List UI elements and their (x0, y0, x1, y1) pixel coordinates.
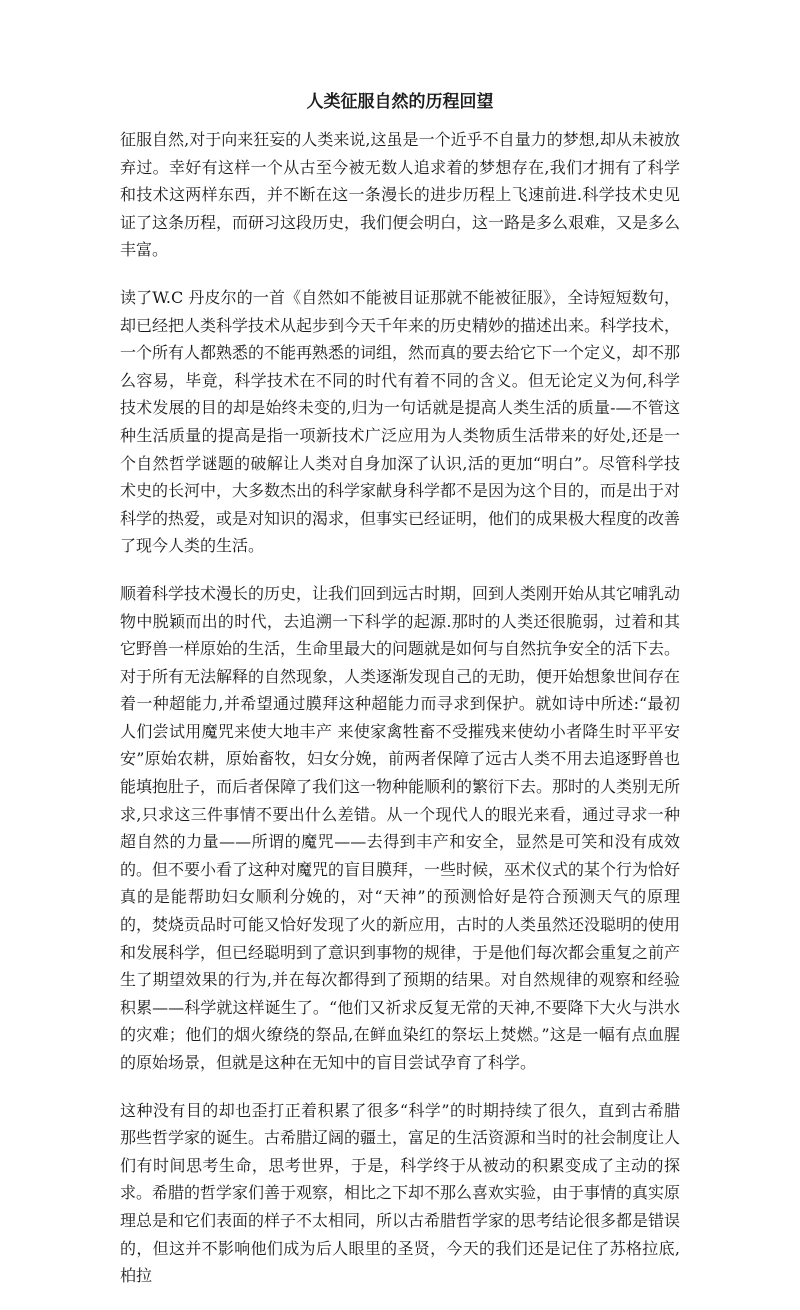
document-title: 人类征服自然的历程回望 (306, 92, 494, 112)
paragraph-3: 顺着科学技术漫长的历史，让我们回到远古时期，回到人类刚开始从其它哺乳动物中脱颖而出的时代，去追溯一下科学的起源.那时的人类还很脆弱，过着和其它野兽一样原始的生活，生命里最大的问题就是如何与自然抗争安全的活下去。对于所有无法解释的自然现象，人类逐渐发现自己的无助，便开始想象世间存在着一种超能力,并希望通过膜拜这种超能力而寻求到保护。就如诗中所述:“最初人们尝试用魔咒来使大地丰产 来使家禽牲畜不受摧残来使幼小者降生时平平安安”原始农耕，原始畜牧，妇女分娩，前两者保障了远古人类不用去追逐野兽也能填抱肚子，而后者保障了我们这一物种能顺利的繁衍下去。那时的人类别无所求,只求这三件事情不要出什么差错。从一个现代人的眼光来看，通过寻求一种超自然的力量——所谓的魔咒——去得到丰产和安全，显然是可笑和没有成效的。但不要小看了这种对魔咒的盲目膜拜，一些时候，巫术仪式的某个行为恰好真的是能帮助妇女顺利分娩的，对“天神”的预测恰好是符合预测天气的原理的，焚烧贡品时可能又恰好发现了火的新应用，古时的人类虽然还没聪明的使用和发展科学，但已经聪明到了意识到事物的规律，于是他们每次都会重复之前产生了期望效果的行为,并在每次都得到了预期的结果。对自然规律的观察和经验积累——科学就这样诞生了。“他们又祈求反复无常的天神,不要降下大火与洪水的灾难；他们的烟火缭绕的祭品,在鲜血染红的祭坛上焚燃。”这是一幅有点血腥的原始场景，但就是这种在无知中的盲目尝试孕育了科学。 (120, 583, 681, 1072)
paragraph-2: 读了W.C 丹皮尔的一首《自然如不能被目证那就不能被征服》，全诗短短数句，却已经把人类科学技术从起步到今天千年来的历史精妙的描述出来。科学技术，一个所有人都熟悉的不能再熟悉的词组，然而真的要去给它下一个定义，却不那么容易，毕竟，科学技术在不同的时代有着不同的含义。但无论定义为何,科学技术发展的目的却是始终未变的,归为一句话就是提高人类生活的质量-—不管这种生活质量的提高是指一项新技术广泛应用为人类物质生活带来的好处,还是一个自然哲学谜题的破解让人类对自身加深了认识,活的更加“明白”。尽管科学技术史的长河中，大多数杰出的科学家献身科学都不是因为这个目的，而是出于对科学的热爱，或是对知识的渴求，但事实已经证明，他们的成果极大程度的改善了现今人类的生活。 (120, 287, 681, 556)
document-page (120, 90, 680, 1310)
paragraph-1: 征服自然,对于向来狂妄的人类来说,这虽是一个近乎不自量力的梦想,却从未被放弃过。幸好有这样一个从古至今被无数人追求着的梦想存在,我们才拥有了科学和技术这两样东西，并不断在这一条漫长的进步历程上飞速前进.科学技术史见证了这条历程，而研习这段历史，我们便会明白，这一路是多么艰难，又是多么丰富。 (120, 130, 681, 260)
paragraph-4: 这种没有目的却也歪打正着积累了很多“科学”的时期持续了很久，直到古希腊那些哲学家的诞生。古希腊辽阔的疆土，富足的生活资源和当时的社会制度让人们有时间思考生命，思考世界，于是，科学终于从被动的积累变成了主动的探求。希腊的哲学家们善于观察，相比之下却不那么喜欢实验，由于事情的真实原理总是和它们表面的样子不太相同，所以古希腊哲学家的思考结论很多都是错误的，但这并不影响他们成为后人眼里的圣贤，今天的我们还是记住了苏格拉底,柏拉 (120, 1100, 681, 1286)
